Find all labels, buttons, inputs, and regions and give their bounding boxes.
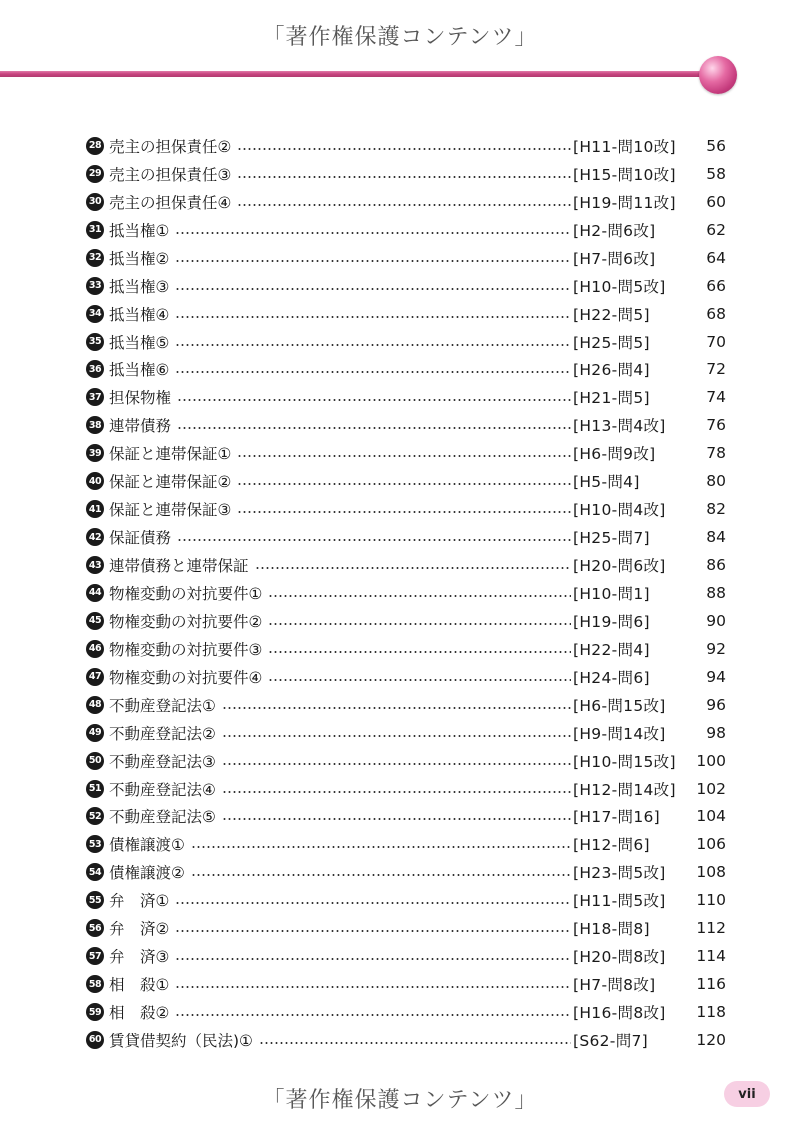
toc-entry[interactable] bbox=[86, 411, 726, 439]
entry-page-number: 92 bbox=[706, 639, 726, 658]
entry-number-badge: 60 bbox=[86, 1031, 104, 1049]
entry-exam-reference: [H18-問8] bbox=[573, 920, 650, 939]
dot-leader bbox=[222, 818, 571, 820]
entry-number-badge: 49 bbox=[86, 724, 104, 742]
entry-number-badge: 48 bbox=[86, 696, 104, 714]
header-ornament bbox=[699, 56, 737, 94]
dot-leader bbox=[177, 399, 571, 401]
entry-exam-reference: [H20-問6改] bbox=[573, 557, 666, 576]
entry-page-number: 96 bbox=[706, 695, 726, 714]
entry-number-badge: 28 bbox=[86, 137, 104, 155]
entry-title: 売主の担保責任③ bbox=[109, 165, 232, 184]
entry-exam-reference: [H23-問5改] bbox=[573, 864, 666, 883]
dot-leader bbox=[175, 1014, 571, 1016]
dot-leader bbox=[237, 511, 571, 513]
toc-entry[interactable] bbox=[86, 160, 726, 188]
toc-entry[interactable] bbox=[86, 328, 726, 356]
entry-page-number: 110 bbox=[696, 891, 726, 910]
toc-entry[interactable] bbox=[86, 914, 726, 942]
entry-title: 抵当権③ bbox=[109, 277, 170, 296]
entry-number-badge: 41 bbox=[86, 500, 104, 518]
toc-entry[interactable] bbox=[86, 132, 726, 160]
entry-title: 抵当権⑥ bbox=[109, 361, 170, 380]
entry-exam-reference: [H6-問15改] bbox=[573, 696, 666, 715]
dot-leader bbox=[222, 763, 571, 765]
entry-exam-reference: [H13-問4改] bbox=[573, 417, 666, 436]
entry-number-badge: 39 bbox=[86, 444, 104, 462]
entry-page-number: 70 bbox=[706, 332, 726, 351]
entry-title: 抵当権② bbox=[109, 249, 170, 268]
toc-entry[interactable] bbox=[86, 300, 726, 328]
entry-exam-reference: [H11-問5改] bbox=[573, 892, 666, 911]
entry-number-badge: 47 bbox=[86, 668, 104, 686]
entry-number-badge: 33 bbox=[86, 277, 104, 295]
entry-number-badge: 34 bbox=[86, 305, 104, 323]
entry-number-badge: 55 bbox=[86, 891, 104, 909]
entry-page-number: 78 bbox=[706, 444, 726, 463]
entry-exam-reference: [H21-問5] bbox=[573, 389, 650, 408]
entry-number-badge: 31 bbox=[86, 221, 104, 239]
toc-entry[interactable] bbox=[86, 607, 726, 635]
toc-entry[interactable] bbox=[86, 356, 726, 384]
toc-entry[interactable] bbox=[86, 579, 726, 607]
dot-leader bbox=[175, 288, 571, 290]
entry-page-number: 56 bbox=[706, 136, 726, 155]
entry-page-number: 80 bbox=[706, 472, 726, 491]
entry-title: 債権譲渡① bbox=[109, 836, 185, 855]
entry-title: 物権変動の対抗要件② bbox=[109, 612, 263, 631]
entry-title: 抵当権⑤ bbox=[109, 333, 170, 352]
entry-page-number: 76 bbox=[706, 416, 726, 435]
entry-number-badge: 30 bbox=[86, 193, 104, 211]
entry-title: 担保物権 bbox=[109, 389, 172, 408]
entry-exam-reference: [H12-問6] bbox=[573, 836, 650, 855]
entry-number-badge: 59 bbox=[86, 1003, 104, 1021]
dot-leader bbox=[222, 791, 571, 793]
toc-entry[interactable] bbox=[86, 635, 726, 663]
dot-leader bbox=[237, 455, 571, 457]
toc-entry[interactable] bbox=[86, 272, 726, 300]
entry-title: 売主の担保責任④ bbox=[109, 193, 232, 212]
entry-page-number: 84 bbox=[706, 528, 726, 547]
entry-number-badge: 45 bbox=[86, 612, 104, 630]
dot-leader bbox=[175, 958, 571, 960]
entry-title: 賃貸借契約（民法)① bbox=[109, 1031, 253, 1050]
entry-page-number: 64 bbox=[706, 248, 726, 267]
entry-number-badge: 56 bbox=[86, 919, 104, 937]
entry-number-badge: 32 bbox=[86, 249, 104, 267]
entry-number-badge: 51 bbox=[86, 780, 104, 798]
dot-leader bbox=[175, 316, 571, 318]
toc-entry[interactable] bbox=[86, 691, 726, 719]
dot-leader bbox=[175, 371, 571, 373]
entry-page-number: 90 bbox=[706, 611, 726, 630]
toc-entry[interactable] bbox=[86, 1026, 726, 1054]
entry-title: 物権変動の対抗要件③ bbox=[109, 640, 263, 659]
dot-leader bbox=[237, 148, 571, 150]
entry-title: 売主の担保責任② bbox=[109, 137, 232, 156]
entry-title: 相 殺① bbox=[109, 976, 170, 995]
entry-exam-reference: [H9-問14改] bbox=[573, 724, 666, 743]
entry-page-number: 60 bbox=[706, 192, 726, 211]
entry-title: 債権譲渡② bbox=[109, 864, 185, 883]
entry-number-badge: 43 bbox=[86, 556, 104, 574]
dot-leader bbox=[259, 1042, 571, 1044]
entry-title: 保証と連帯保証② bbox=[109, 473, 232, 492]
dot-leader bbox=[268, 623, 571, 625]
dot-leader bbox=[175, 232, 571, 234]
entry-page-number: 106 bbox=[696, 835, 726, 854]
entry-title: 不動産登記法① bbox=[109, 696, 216, 715]
dot-leader bbox=[191, 874, 571, 876]
entry-page-number: 58 bbox=[706, 164, 726, 183]
entry-title: 不動産登記法② bbox=[109, 724, 216, 743]
entry-exam-reference: [H26-問4] bbox=[573, 361, 650, 380]
dot-leader bbox=[175, 986, 571, 988]
entry-title: 物権変動の対抗要件④ bbox=[109, 668, 263, 687]
toc-entry[interactable] bbox=[86, 886, 726, 914]
entry-title: 抵当権① bbox=[109, 221, 170, 240]
entry-page-number: 108 bbox=[696, 863, 726, 882]
entry-page-number: 104 bbox=[696, 807, 726, 826]
toc-entry[interactable] bbox=[86, 439, 726, 467]
entry-exam-reference: [H22-問4] bbox=[573, 640, 650, 659]
entry-page-number: 118 bbox=[696, 1003, 726, 1022]
dot-leader bbox=[237, 176, 571, 178]
toc-entry[interactable] bbox=[86, 551, 726, 579]
entry-number-badge: 35 bbox=[86, 333, 104, 351]
dot-leader bbox=[268, 679, 571, 681]
entry-number-badge: 40 bbox=[86, 472, 104, 490]
dot-leader bbox=[175, 930, 571, 932]
entry-exam-reference: [H10-問15改] bbox=[573, 752, 676, 771]
entry-title: 保証債務 bbox=[109, 529, 172, 548]
toc-entry[interactable] bbox=[86, 747, 726, 775]
dot-leader bbox=[268, 651, 571, 653]
dot-leader bbox=[237, 483, 571, 485]
entry-number-badge: 44 bbox=[86, 584, 104, 602]
toc-entry[interactable] bbox=[86, 830, 726, 858]
entry-number-badge: 52 bbox=[86, 807, 104, 825]
entry-exam-reference: [H20-問8改] bbox=[573, 948, 666, 967]
dot-leader bbox=[177, 427, 571, 429]
dot-leader bbox=[191, 846, 571, 848]
toc-entry[interactable] bbox=[86, 188, 726, 216]
entry-page-number: 116 bbox=[696, 975, 726, 994]
entry-title: 保証と連帯保証① bbox=[109, 445, 232, 464]
entry-title: 不動産登記法③ bbox=[109, 752, 216, 771]
entry-number-badge: 46 bbox=[86, 640, 104, 658]
entry-exam-reference: [H7-問6改] bbox=[573, 249, 656, 268]
entry-exam-reference: [H17-問16] bbox=[573, 808, 660, 827]
entry-page-number: 62 bbox=[706, 220, 726, 239]
toc-entry[interactable] bbox=[86, 383, 726, 411]
toc-entry[interactable] bbox=[86, 998, 726, 1026]
entry-page-number: 66 bbox=[706, 276, 726, 295]
entry-page-number: 114 bbox=[696, 947, 726, 966]
header-bar bbox=[0, 71, 712, 77]
entry-exam-reference: [H11-問10改] bbox=[573, 137, 676, 156]
toc-entry[interactable] bbox=[86, 970, 726, 998]
toc-entry[interactable] bbox=[86, 244, 726, 272]
entry-title: 相 殺② bbox=[109, 1004, 170, 1023]
entry-title: 保証と連帯保証③ bbox=[109, 501, 232, 520]
toc-entry[interactable] bbox=[86, 775, 726, 803]
entry-title: 弁 済③ bbox=[109, 948, 170, 967]
entry-exam-reference: [H12-問14改] bbox=[573, 780, 676, 799]
toc-entry[interactable] bbox=[86, 523, 726, 551]
entry-number-badge: 29 bbox=[86, 165, 104, 183]
entry-exam-reference: [H10-問4改] bbox=[573, 501, 666, 520]
entry-number-badge: 54 bbox=[86, 863, 104, 881]
dot-leader bbox=[175, 344, 571, 346]
entry-page-number: 72 bbox=[706, 360, 726, 379]
entry-exam-reference: [H24-問6] bbox=[573, 668, 650, 687]
entry-page-number: 82 bbox=[706, 500, 726, 519]
entry-page-number: 86 bbox=[706, 556, 726, 575]
toc-entry[interactable] bbox=[86, 719, 726, 747]
entry-title: 不動産登記法④ bbox=[109, 780, 216, 799]
toc-entry[interactable] bbox=[86, 663, 726, 691]
entry-page-number: 74 bbox=[706, 388, 726, 407]
entry-exam-reference: [H16-問8改] bbox=[573, 1004, 666, 1023]
dot-leader bbox=[237, 204, 571, 206]
dot-leader bbox=[222, 707, 571, 709]
entry-exam-reference: [S62-問7] bbox=[573, 1031, 649, 1050]
entry-title: 物権変動の対抗要件① bbox=[109, 584, 263, 603]
entry-title: 弁 済① bbox=[109, 892, 170, 911]
entry-page-number: 112 bbox=[696, 919, 726, 938]
entry-title: 連帯債務と連帯保証 bbox=[109, 557, 249, 576]
entry-number-badge: 57 bbox=[86, 947, 104, 965]
page-number-badge: vii bbox=[724, 1081, 770, 1107]
toc-entry[interactable] bbox=[86, 467, 726, 495]
entry-number-badge: 50 bbox=[86, 752, 104, 770]
dot-leader bbox=[268, 595, 571, 597]
entry-exam-reference: [H19-問6] bbox=[573, 612, 650, 631]
entry-page-number: 100 bbox=[696, 751, 726, 770]
entry-exam-reference: [H25-問7] bbox=[573, 529, 650, 548]
dot-leader bbox=[255, 567, 571, 569]
entry-exam-reference: [H10-問5改] bbox=[573, 277, 666, 296]
entry-page-number: 94 bbox=[706, 667, 726, 686]
entry-exam-reference: [H22-問5] bbox=[573, 305, 650, 324]
entry-title: 抵当権④ bbox=[109, 305, 170, 324]
dot-leader bbox=[175, 260, 571, 262]
watermark-bottom: 「著作権保護コンテンツ」 bbox=[262, 1088, 538, 1113]
entry-exam-reference: [H15-問10改] bbox=[573, 165, 676, 184]
toc-entry[interactable] bbox=[86, 803, 726, 831]
entry-title: 連帯債務 bbox=[109, 417, 172, 436]
entry-number-badge: 42 bbox=[86, 528, 104, 546]
toc-entry[interactable] bbox=[86, 858, 726, 886]
entry-title: 弁 済② bbox=[109, 920, 170, 939]
entry-exam-reference: [H5-問4] bbox=[573, 473, 640, 492]
dot-leader bbox=[177, 539, 571, 541]
entry-page-number: 120 bbox=[696, 1030, 726, 1049]
entry-exam-reference: [H6-問9改] bbox=[573, 445, 656, 464]
entry-number-badge: 58 bbox=[86, 975, 104, 993]
entry-exam-reference: [H2-問6改] bbox=[573, 221, 656, 240]
toc-entry[interactable] bbox=[86, 942, 726, 970]
table-of-contents bbox=[86, 132, 726, 1054]
entry-number-badge: 53 bbox=[86, 835, 104, 853]
entry-page-number: 68 bbox=[706, 304, 726, 323]
entry-exam-reference: [H7-問8改] bbox=[573, 976, 656, 995]
entry-exam-reference: [H10-問1] bbox=[573, 584, 650, 603]
entry-number-badge: 38 bbox=[86, 416, 104, 434]
entry-title: 不動産登記法⑤ bbox=[109, 808, 216, 827]
entry-number-badge: 36 bbox=[86, 360, 104, 378]
entry-page-number: 102 bbox=[696, 779, 726, 798]
entry-exam-reference: [H25-問5] bbox=[573, 333, 650, 352]
dot-leader bbox=[175, 902, 571, 904]
entry-number-badge: 37 bbox=[86, 388, 104, 406]
toc-entry[interactable] bbox=[86, 495, 726, 523]
entry-page-number: 98 bbox=[706, 723, 726, 742]
entry-page-number: 88 bbox=[706, 583, 726, 602]
watermark-top: 「著作権保護コンテンツ」 bbox=[262, 25, 538, 50]
toc-entry[interactable] bbox=[86, 216, 726, 244]
entry-exam-reference: [H19-問11改] bbox=[573, 193, 676, 212]
dot-leader bbox=[222, 735, 571, 737]
